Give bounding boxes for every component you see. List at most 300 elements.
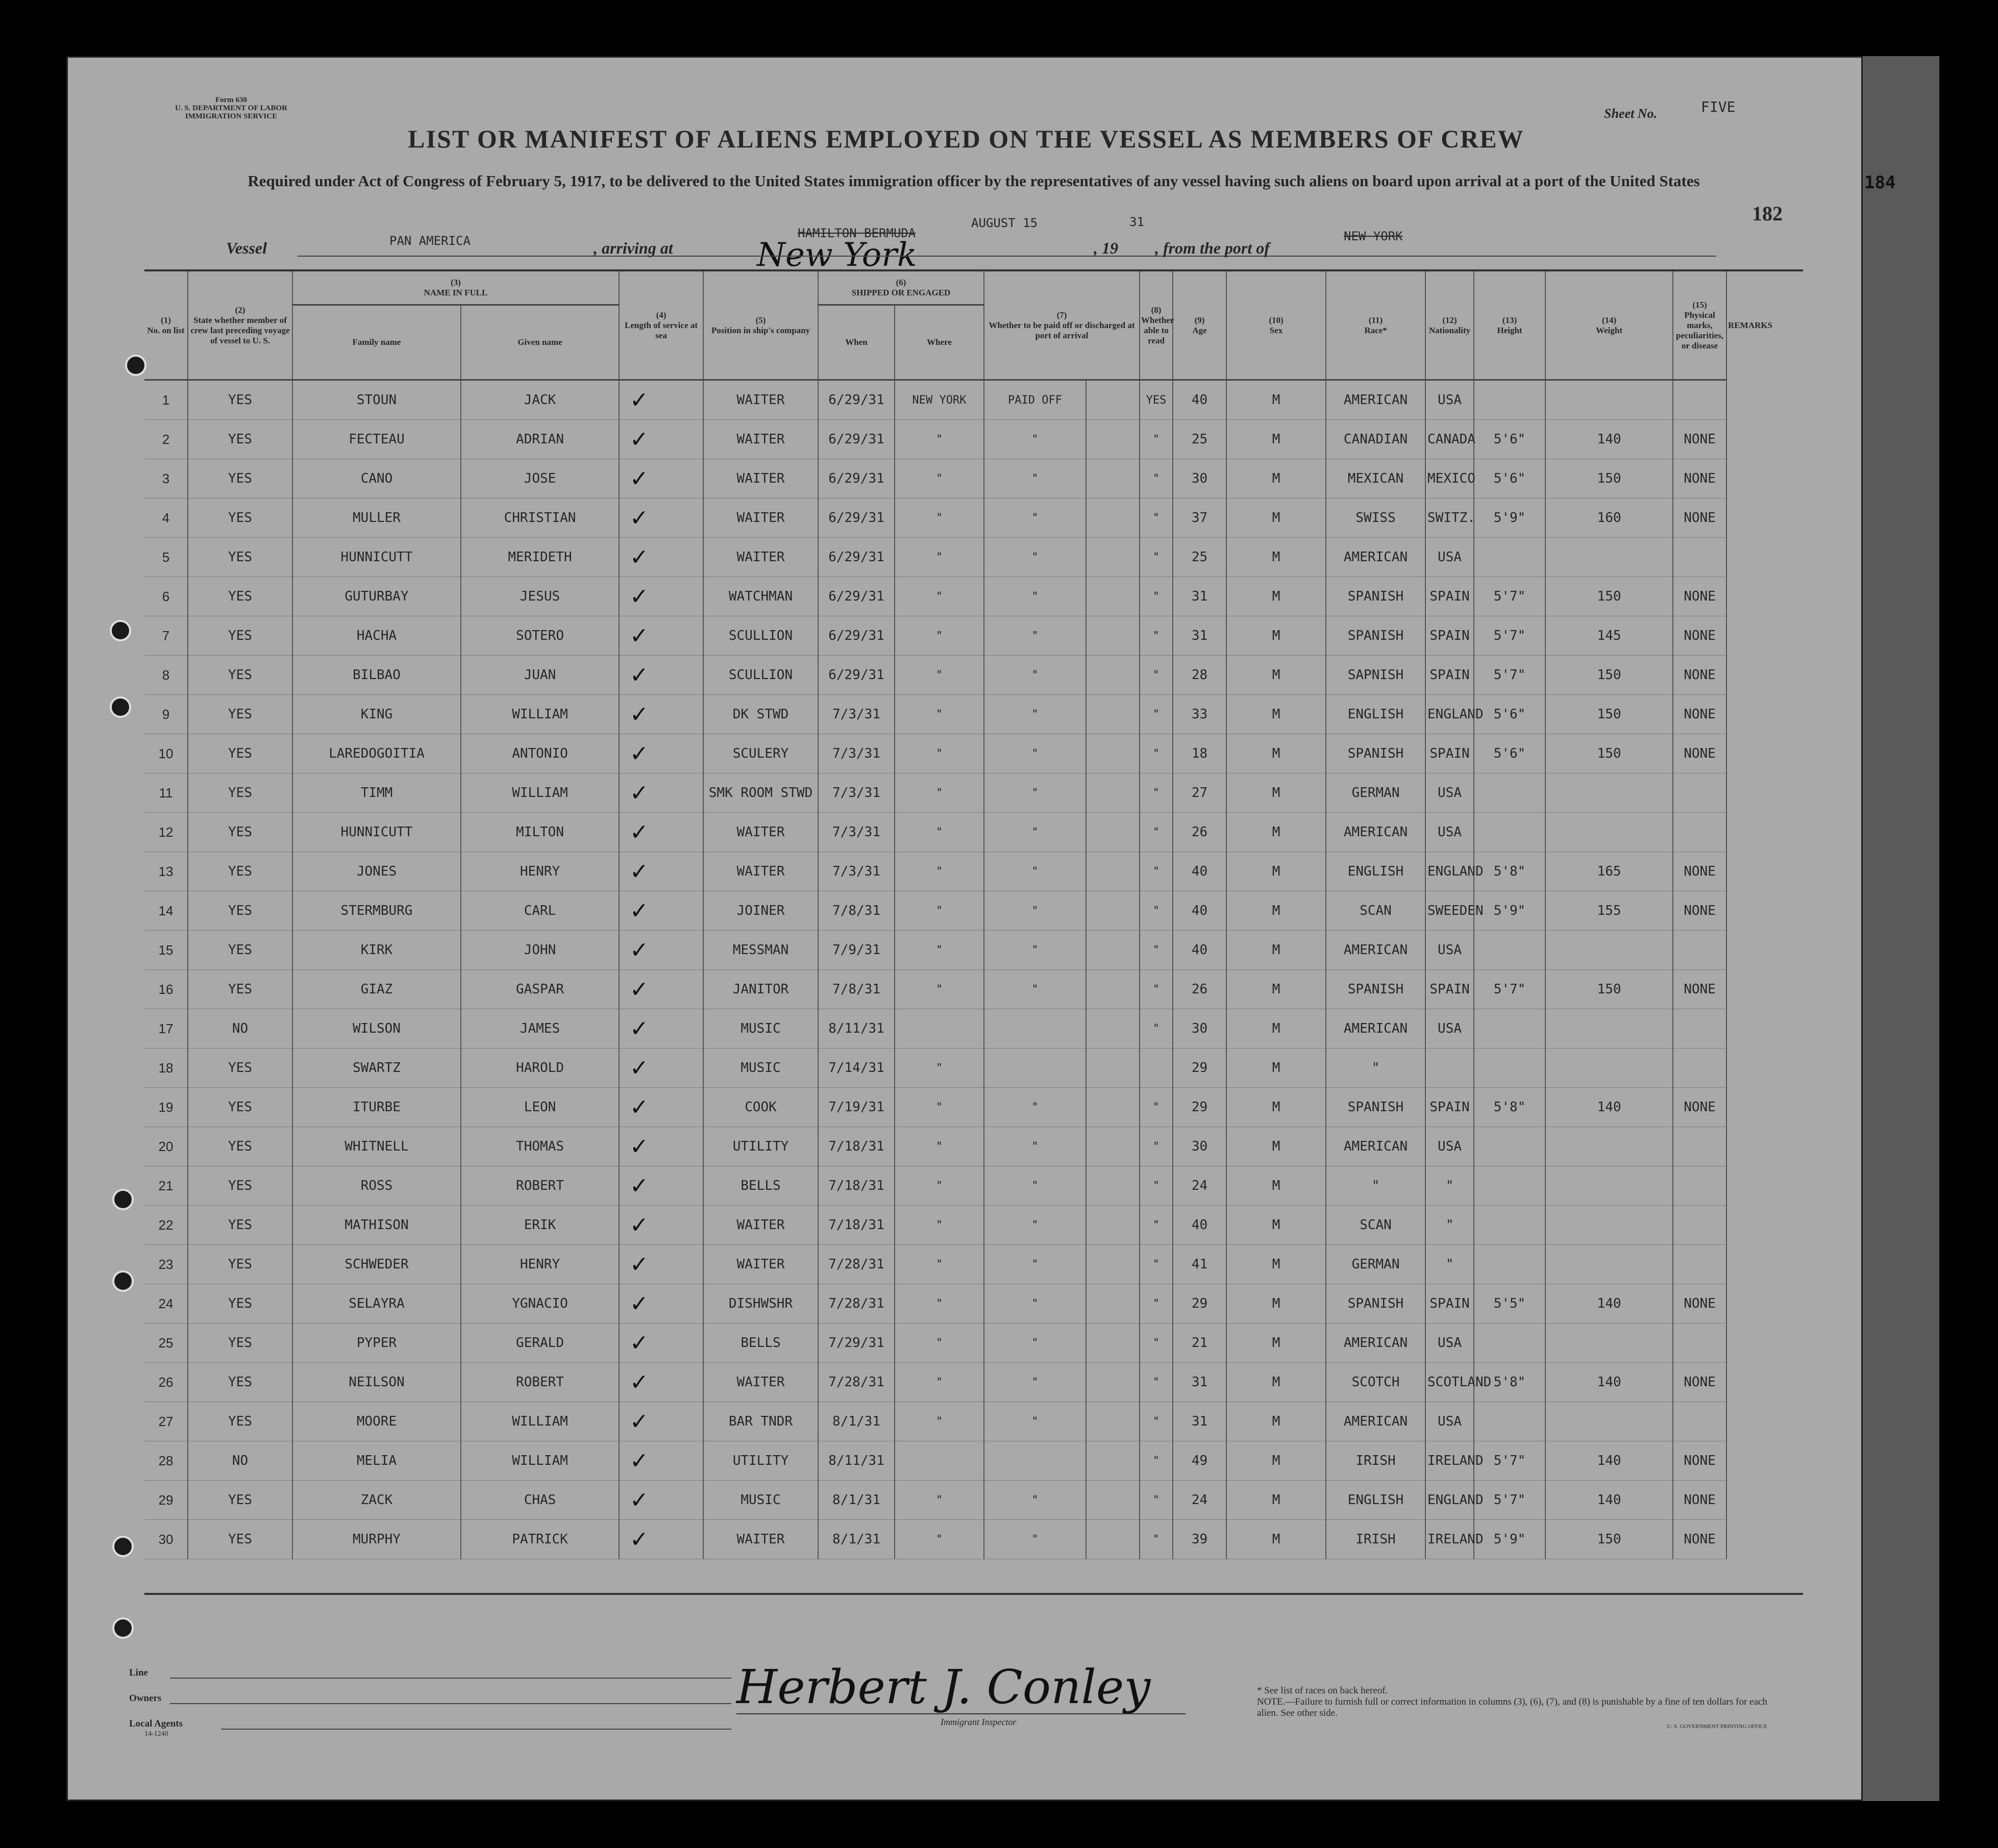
age-cell: 24 bbox=[1173, 1481, 1226, 1520]
able-read-cell: " bbox=[1140, 695, 1173, 734]
physical-marks-cell bbox=[1673, 1245, 1726, 1284]
arriving-struck-value: HAMILTON BERMUDA bbox=[798, 226, 916, 240]
shipped-when-cell: 8/1/31 bbox=[818, 1402, 895, 1441]
service-check-cell: ✓ bbox=[619, 813, 703, 852]
prev-voyage-cell: YES bbox=[188, 773, 292, 813]
prev-voyage-cell: NO bbox=[188, 1441, 292, 1481]
sex-cell: M bbox=[1226, 1323, 1326, 1363]
service-check-cell: ✓ bbox=[619, 1245, 703, 1284]
weight-cell bbox=[1545, 1127, 1673, 1166]
table-row bbox=[144, 1127, 1726, 1166]
physical-marks-cell: NONE bbox=[1673, 616, 1726, 656]
age-cell: 29 bbox=[1173, 1284, 1226, 1323]
punch-hole bbox=[110, 620, 131, 641]
age-cell: 40 bbox=[1173, 931, 1226, 970]
shipped-where-cell: " bbox=[895, 1245, 984, 1284]
able-read-cell: " bbox=[1140, 1441, 1173, 1481]
given-name-cell: PATRICK bbox=[461, 1520, 619, 1559]
document-title: LIST OR MANIFEST OF ALIENS EMPLOYED ON THE VESSEL AS MEMBERS OF CREW bbox=[408, 124, 1524, 153]
nationality-cell: USA bbox=[1425, 931, 1474, 970]
race-cell: ENGLISH bbox=[1326, 852, 1425, 891]
race-cell: SWISS bbox=[1326, 498, 1425, 538]
shipped-when-cell: 6/29/31 bbox=[818, 656, 895, 695]
nationality-cell: ENGLAND bbox=[1425, 1481, 1474, 1520]
height-cell bbox=[1474, 1323, 1545, 1363]
age-cell: 29 bbox=[1173, 1048, 1226, 1088]
sex-cell: M bbox=[1226, 1284, 1326, 1323]
table-row bbox=[144, 1323, 1726, 1363]
paid-off-cell: " bbox=[984, 1245, 1086, 1284]
paid-off-cell: " bbox=[984, 616, 1086, 656]
age-cell: 31 bbox=[1173, 616, 1226, 656]
height-cell: 5'7" bbox=[1474, 1441, 1545, 1481]
able-read-cell: " bbox=[1140, 538, 1173, 577]
able-read-cell: " bbox=[1140, 1245, 1173, 1284]
row-number: 21 bbox=[144, 1166, 188, 1206]
shipped-when-cell: 7/8/31 bbox=[818, 970, 895, 1009]
able-read-cell: " bbox=[1140, 1402, 1173, 1441]
shipped-when-cell: 8/1/31 bbox=[818, 1520, 895, 1559]
given-name-cell: SOTERO bbox=[461, 616, 619, 656]
family-name-cell: JONES bbox=[292, 852, 461, 891]
shipped-when-cell: 7/9/31 bbox=[818, 931, 895, 970]
paid-off-cell: PAID OFF bbox=[984, 380, 1086, 420]
paid-off-extra-cell bbox=[1086, 1481, 1140, 1520]
page-number: 182 bbox=[1752, 202, 1783, 225]
weight-cell bbox=[1545, 813, 1673, 852]
height-cell bbox=[1474, 813, 1545, 852]
paid-off-cell: " bbox=[984, 931, 1086, 970]
position-cell: WAITER bbox=[703, 1363, 818, 1402]
footnote-penalty: NOTE.—Failure to furnish full or correct information in columns (3), (6), (7), and (8) is punishable by a fine of ten dollars for each alien. See other side. bbox=[1257, 1696, 1767, 1718]
race-cell: SCAN bbox=[1326, 1206, 1425, 1245]
position-cell: WAITER bbox=[703, 538, 818, 577]
crew-rows bbox=[144, 380, 1726, 1559]
able-read-cell: " bbox=[1140, 891, 1173, 931]
weight-cell: 165 bbox=[1545, 852, 1673, 891]
table-row bbox=[144, 852, 1726, 891]
prev-voyage-cell: YES bbox=[188, 1088, 292, 1127]
service-check-cell: ✓ bbox=[619, 420, 703, 459]
family-name-cell: SELAYRA bbox=[292, 1284, 461, 1323]
age-cell: 26 bbox=[1173, 970, 1226, 1009]
weight-cell: 150 bbox=[1545, 1520, 1673, 1559]
service-check-cell: ✓ bbox=[619, 656, 703, 695]
position-cell: SCULERY bbox=[703, 734, 818, 773]
family-name-cell: STOUN bbox=[292, 380, 461, 420]
family-name-cell: HUNNICUTT bbox=[292, 813, 461, 852]
shipped-when-cell: 6/29/31 bbox=[818, 459, 895, 498]
position-cell: BAR TNDR bbox=[703, 1402, 818, 1441]
service-check-cell: ✓ bbox=[619, 1166, 703, 1206]
manifest-sheet bbox=[66, 56, 1896, 1801]
paid-off-cell: " bbox=[984, 656, 1086, 695]
sex-cell: M bbox=[1226, 773, 1326, 813]
given-name-cell: ROBERT bbox=[461, 1363, 619, 1402]
col-race-header: (11) Race* bbox=[1326, 271, 1425, 380]
nationality-cell: " bbox=[1425, 1245, 1474, 1284]
age-cell: 33 bbox=[1173, 695, 1226, 734]
form-identifier bbox=[150, 96, 313, 120]
nationality-cell: MEXICO bbox=[1425, 459, 1474, 498]
race-cell: SPANISH bbox=[1326, 734, 1425, 773]
position-cell: WAITER bbox=[703, 813, 818, 852]
able-read-cell: " bbox=[1140, 616, 1173, 656]
weight-cell bbox=[1545, 380, 1673, 420]
row-number: 28 bbox=[144, 1441, 188, 1481]
age-cell: 30 bbox=[1173, 1127, 1226, 1166]
table-row bbox=[144, 1520, 1726, 1559]
shipped-when-cell: 7/18/31 bbox=[818, 1166, 895, 1206]
given-name-cell: HENRY bbox=[461, 1245, 619, 1284]
shipped-where-cell: " bbox=[895, 852, 984, 891]
punch-hole bbox=[112, 1536, 134, 1557]
table-row bbox=[144, 1009, 1726, 1048]
paid-off-extra-cell bbox=[1086, 773, 1140, 813]
position-cell: BELLS bbox=[703, 1323, 818, 1363]
race-cell: SPANISH bbox=[1326, 577, 1425, 616]
family-name-cell: MATHISON bbox=[292, 1206, 461, 1245]
weight-cell: 140 bbox=[1545, 1284, 1673, 1323]
race-cell: GERMAN bbox=[1326, 773, 1425, 813]
given-name-cell: WILLIAM bbox=[461, 695, 619, 734]
nationality-cell: SPAIN bbox=[1425, 970, 1474, 1009]
corner-number: 184 bbox=[1864, 172, 1896, 193]
shipped-when-cell: 7/18/31 bbox=[818, 1127, 895, 1166]
given-name-cell: THOMAS bbox=[461, 1127, 619, 1166]
shipped-when-cell: 6/29/31 bbox=[818, 538, 895, 577]
sex-cell: M bbox=[1226, 1166, 1326, 1206]
physical-marks-cell: NONE bbox=[1673, 577, 1726, 616]
sex-cell: M bbox=[1226, 420, 1326, 459]
paid-off-extra-cell bbox=[1086, 931, 1140, 970]
paid-off-cell: " bbox=[984, 891, 1086, 931]
col-sex-header: (10) Sex bbox=[1226, 271, 1326, 380]
family-name-cell: GUTURBAY bbox=[292, 577, 461, 616]
sex-cell: M bbox=[1226, 1245, 1326, 1284]
paid-off-cell: " bbox=[984, 695, 1086, 734]
sex-cell: M bbox=[1226, 931, 1326, 970]
row-number: 23 bbox=[144, 1245, 188, 1284]
sex-cell: M bbox=[1226, 656, 1326, 695]
prev-voyage-cell: YES bbox=[188, 420, 292, 459]
col-paid-off-header: (7) Whether to be paid off or discharged at port of arrival bbox=[984, 271, 1140, 380]
table-row bbox=[144, 498, 1726, 538]
physical-marks-cell: NONE bbox=[1673, 656, 1726, 695]
row-number: 14 bbox=[144, 891, 188, 931]
prev-voyage-cell: YES bbox=[188, 1048, 292, 1088]
age-cell: 39 bbox=[1173, 1520, 1226, 1559]
form-line: Form 630 bbox=[215, 96, 248, 104]
row-number: 18 bbox=[144, 1048, 188, 1088]
row-number: 10 bbox=[144, 734, 188, 773]
paid-off-cell bbox=[984, 1441, 1086, 1481]
physical-marks-cell bbox=[1673, 1009, 1726, 1048]
race-cell: ENGLISH bbox=[1326, 1481, 1425, 1520]
prev-voyage-cell: YES bbox=[188, 891, 292, 931]
prev-voyage-cell: YES bbox=[188, 1206, 292, 1245]
sex-cell: M bbox=[1226, 1048, 1326, 1088]
shipped-when-cell: 7/14/31 bbox=[818, 1048, 895, 1088]
given-name-cell: HAROLD bbox=[461, 1048, 619, 1088]
age-cell: 25 bbox=[1173, 420, 1226, 459]
physical-marks-cell: NONE bbox=[1673, 459, 1726, 498]
table-row bbox=[144, 891, 1726, 931]
prev-voyage-cell: YES bbox=[188, 577, 292, 616]
service-check-cell: ✓ bbox=[619, 773, 703, 813]
age-cell: 49 bbox=[1173, 1441, 1226, 1481]
paid-off-cell bbox=[984, 1048, 1086, 1088]
service-check-cell: ✓ bbox=[619, 577, 703, 616]
vessel-value: PAN AMERICA bbox=[389, 234, 471, 248]
paid-off-extra-cell bbox=[1086, 656, 1140, 695]
physical-marks-cell: NONE bbox=[1673, 1088, 1726, 1127]
family-name-cell: WILSON bbox=[292, 1009, 461, 1048]
nationality-cell: SPAIN bbox=[1425, 1088, 1474, 1127]
paid-off-extra-cell bbox=[1086, 734, 1140, 773]
physical-marks-cell bbox=[1673, 380, 1726, 420]
shipped-where-cell: " bbox=[895, 420, 984, 459]
shipped-when-cell: 7/28/31 bbox=[818, 1363, 895, 1402]
service-check-cell: ✓ bbox=[619, 970, 703, 1009]
able-read-cell: " bbox=[1140, 420, 1173, 459]
weight-cell bbox=[1545, 1206, 1673, 1245]
shipped-where-cell: " bbox=[895, 538, 984, 577]
sex-cell: M bbox=[1226, 538, 1326, 577]
col-when-header: When bbox=[818, 305, 895, 380]
sheet-number-value: FIVE bbox=[1701, 98, 1736, 115]
given-name-cell: WILLIAM bbox=[461, 773, 619, 813]
col-no-header: (1) No. on list bbox=[144, 271, 188, 380]
service-check-cell: ✓ bbox=[619, 616, 703, 656]
physical-marks-cell: NONE bbox=[1673, 970, 1726, 1009]
given-name-cell: CHAS bbox=[461, 1481, 619, 1520]
race-cell: AMERICAN bbox=[1326, 1009, 1425, 1048]
height-cell: 5'5" bbox=[1474, 1284, 1545, 1323]
footnote-races: * See list of races on back hereof. bbox=[1257, 1685, 1388, 1696]
weight-cell bbox=[1545, 931, 1673, 970]
weight-cell: 155 bbox=[1545, 891, 1673, 931]
row-number: 3 bbox=[144, 459, 188, 498]
sex-cell: M bbox=[1226, 1088, 1326, 1127]
position-cell: UTILITY bbox=[703, 1441, 818, 1481]
table-row bbox=[144, 1245, 1726, 1284]
row-number: 9 bbox=[144, 695, 188, 734]
nationality-cell: SWITZ. bbox=[1425, 498, 1474, 538]
height-cell bbox=[1474, 1166, 1545, 1206]
shipped-when-cell: 7/28/31 bbox=[818, 1245, 895, 1284]
position-cell: DISHWSHR bbox=[703, 1284, 818, 1323]
physical-marks-cell bbox=[1673, 1166, 1726, 1206]
given-name-cell: JAMES bbox=[461, 1009, 619, 1048]
position-cell: WAITER bbox=[703, 852, 818, 891]
family-name-cell: MURPHY bbox=[292, 1520, 461, 1559]
shipped-where-cell: NEW YORK bbox=[895, 380, 984, 420]
paid-off-cell: " bbox=[984, 538, 1086, 577]
race-cell: AMERICAN bbox=[1326, 1402, 1425, 1441]
physical-marks-cell: NONE bbox=[1673, 891, 1726, 931]
prev-voyage-cell: YES bbox=[188, 498, 292, 538]
table-row bbox=[144, 577, 1726, 616]
age-cell: 24 bbox=[1173, 1166, 1226, 1206]
sex-cell: M bbox=[1226, 1402, 1326, 1441]
given-name-cell: JOSE bbox=[461, 459, 619, 498]
shipped-when-cell: 6/29/31 bbox=[818, 616, 895, 656]
shipped-where-cell: " bbox=[895, 1363, 984, 1402]
paid-off-extra-cell bbox=[1086, 1048, 1140, 1088]
weight-cell: 140 bbox=[1545, 1088, 1673, 1127]
shipped-where-cell: " bbox=[895, 1520, 984, 1559]
table-row bbox=[144, 616, 1726, 656]
table-row bbox=[144, 1284, 1726, 1323]
position-cell: WAITER bbox=[703, 380, 818, 420]
shipped-when-cell: 8/11/31 bbox=[818, 1441, 895, 1481]
owners-rule bbox=[170, 1703, 731, 1704]
height-cell: 5'6" bbox=[1474, 734, 1545, 773]
paid-off-cell: " bbox=[984, 1284, 1086, 1323]
physical-marks-cell bbox=[1673, 1206, 1726, 1245]
age-cell: 27 bbox=[1173, 773, 1226, 813]
row-number: 30 bbox=[144, 1520, 188, 1559]
physical-marks-cell: NONE bbox=[1673, 1284, 1726, 1323]
nationality-cell: USA bbox=[1425, 1127, 1474, 1166]
arriving-label: , arriving at bbox=[594, 239, 673, 257]
nationality-cell: SWEEDEN bbox=[1425, 891, 1474, 931]
position-cell: JOINER bbox=[703, 891, 818, 931]
nationality-cell: USA bbox=[1425, 538, 1474, 577]
sex-cell: M bbox=[1226, 498, 1326, 538]
able-read-cell: " bbox=[1140, 1166, 1173, 1206]
col-read-header: (8) Whether able to read bbox=[1140, 271, 1173, 380]
family-name-cell: SCHWEDER bbox=[292, 1245, 461, 1284]
paid-off-extra-cell bbox=[1086, 1088, 1140, 1127]
height-cell bbox=[1474, 1206, 1545, 1245]
paid-off-extra-cell bbox=[1086, 459, 1140, 498]
row-number: 17 bbox=[144, 1009, 188, 1048]
arriving-handwritten-value: New York bbox=[757, 236, 917, 274]
table-row bbox=[144, 1206, 1726, 1245]
shipped-where-cell: " bbox=[895, 577, 984, 616]
age-cell: 40 bbox=[1173, 891, 1226, 931]
physical-marks-cell: NONE bbox=[1673, 498, 1726, 538]
crew-table-wrapper bbox=[144, 269, 1803, 1595]
vessel-label: Vessel bbox=[226, 239, 267, 257]
form-line: IMMIGRATION SERVICE bbox=[185, 112, 278, 120]
physical-marks-cell: NONE bbox=[1673, 734, 1726, 773]
service-check-cell: ✓ bbox=[619, 734, 703, 773]
family-name-cell: NEILSON bbox=[292, 1363, 461, 1402]
height-cell: 5'8" bbox=[1474, 852, 1545, 891]
able-read-cell: " bbox=[1140, 577, 1173, 616]
height-cell: 5'8" bbox=[1474, 1088, 1545, 1127]
nationality-cell: USA bbox=[1425, 1323, 1474, 1363]
prev-voyage-cell: YES bbox=[188, 1245, 292, 1284]
race-cell: AMERICAN bbox=[1326, 380, 1425, 420]
line-rule bbox=[170, 1678, 731, 1679]
given-name-cell: WILLIAM bbox=[461, 1441, 619, 1481]
sheet-number-label: Sheet No. bbox=[1604, 106, 1657, 121]
service-check-cell: ✓ bbox=[619, 1284, 703, 1323]
physical-marks-cell bbox=[1673, 1323, 1726, 1363]
sex-cell: M bbox=[1226, 380, 1326, 420]
paid-off-cell: " bbox=[984, 813, 1086, 852]
family-name-cell: SWARTZ bbox=[292, 1048, 461, 1088]
paid-off-extra-cell bbox=[1086, 616, 1140, 656]
table-row bbox=[144, 1481, 1726, 1520]
service-check-cell: ✓ bbox=[619, 852, 703, 891]
position-cell: MUSIC bbox=[703, 1481, 818, 1520]
age-cell: 26 bbox=[1173, 813, 1226, 852]
race-cell: AMERICAN bbox=[1326, 1127, 1425, 1166]
paid-off-cell: " bbox=[984, 1166, 1086, 1206]
race-cell: CANADIAN bbox=[1326, 420, 1425, 459]
shipped-where-cell: " bbox=[895, 695, 984, 734]
physical-marks-cell bbox=[1673, 1127, 1726, 1166]
able-read-cell: " bbox=[1140, 1009, 1173, 1048]
height-cell: 5'9" bbox=[1474, 891, 1545, 931]
weight-cell bbox=[1545, 773, 1673, 813]
table-row bbox=[144, 695, 1726, 734]
race-cell: AMERICAN bbox=[1326, 1323, 1425, 1363]
shipped-where-cell bbox=[895, 1441, 984, 1481]
punch-hole bbox=[110, 696, 131, 718]
prev-voyage-cell: YES bbox=[188, 1520, 292, 1559]
row-number: 27 bbox=[144, 1402, 188, 1441]
weight-cell bbox=[1545, 1166, 1673, 1206]
paid-off-cell bbox=[984, 1009, 1086, 1048]
from-port-value: NEW YORK bbox=[1344, 229, 1403, 243]
height-cell: 5'9" bbox=[1474, 1520, 1545, 1559]
service-check-cell: ✓ bbox=[619, 1323, 703, 1363]
height-cell bbox=[1474, 538, 1545, 577]
family-name-cell: ZACK bbox=[292, 1481, 461, 1520]
nationality-cell: IRELAND bbox=[1425, 1441, 1474, 1481]
family-name-cell: WHITNELL bbox=[292, 1127, 461, 1166]
position-cell: WAITER bbox=[703, 1245, 818, 1284]
sex-cell: M bbox=[1226, 459, 1326, 498]
row-number: 12 bbox=[144, 813, 188, 852]
paid-off-extra-cell bbox=[1086, 577, 1140, 616]
nationality-cell: USA bbox=[1425, 380, 1474, 420]
form-code: 14-1240 bbox=[144, 1730, 168, 1738]
given-name-cell: MERIDETH bbox=[461, 538, 619, 577]
able-read-cell: " bbox=[1140, 852, 1173, 891]
shipped-where-cell: " bbox=[895, 1048, 984, 1088]
prev-voyage-cell: YES bbox=[188, 813, 292, 852]
col-name-header: (3) NAME IN FULL bbox=[292, 271, 619, 305]
service-check-cell: ✓ bbox=[619, 1363, 703, 1402]
age-cell: 31 bbox=[1173, 1363, 1226, 1402]
shipped-when-cell: 7/28/31 bbox=[818, 1284, 895, 1323]
shipped-when-cell: 7/3/31 bbox=[818, 695, 895, 734]
service-check-cell: ✓ bbox=[619, 1048, 703, 1088]
paid-off-extra-cell bbox=[1086, 1441, 1140, 1481]
able-read-cell: " bbox=[1140, 931, 1173, 970]
race-cell: GERMAN bbox=[1326, 1245, 1425, 1284]
able-read-cell: " bbox=[1140, 1363, 1173, 1402]
row-number: 7 bbox=[144, 616, 188, 656]
physical-marks-cell: NONE bbox=[1673, 420, 1726, 459]
height-cell: 5'7" bbox=[1474, 616, 1545, 656]
family-name-cell: HUNNICUTT bbox=[292, 538, 461, 577]
col-where-header: Where bbox=[895, 305, 984, 380]
weight-cell: 150 bbox=[1545, 734, 1673, 773]
line-label: Line bbox=[129, 1667, 148, 1678]
paid-off-cell: " bbox=[984, 1520, 1086, 1559]
physical-marks-cell: NONE bbox=[1673, 695, 1726, 734]
position-cell: WAITER bbox=[703, 459, 818, 498]
nationality-cell: SCOTLAND bbox=[1425, 1363, 1474, 1402]
